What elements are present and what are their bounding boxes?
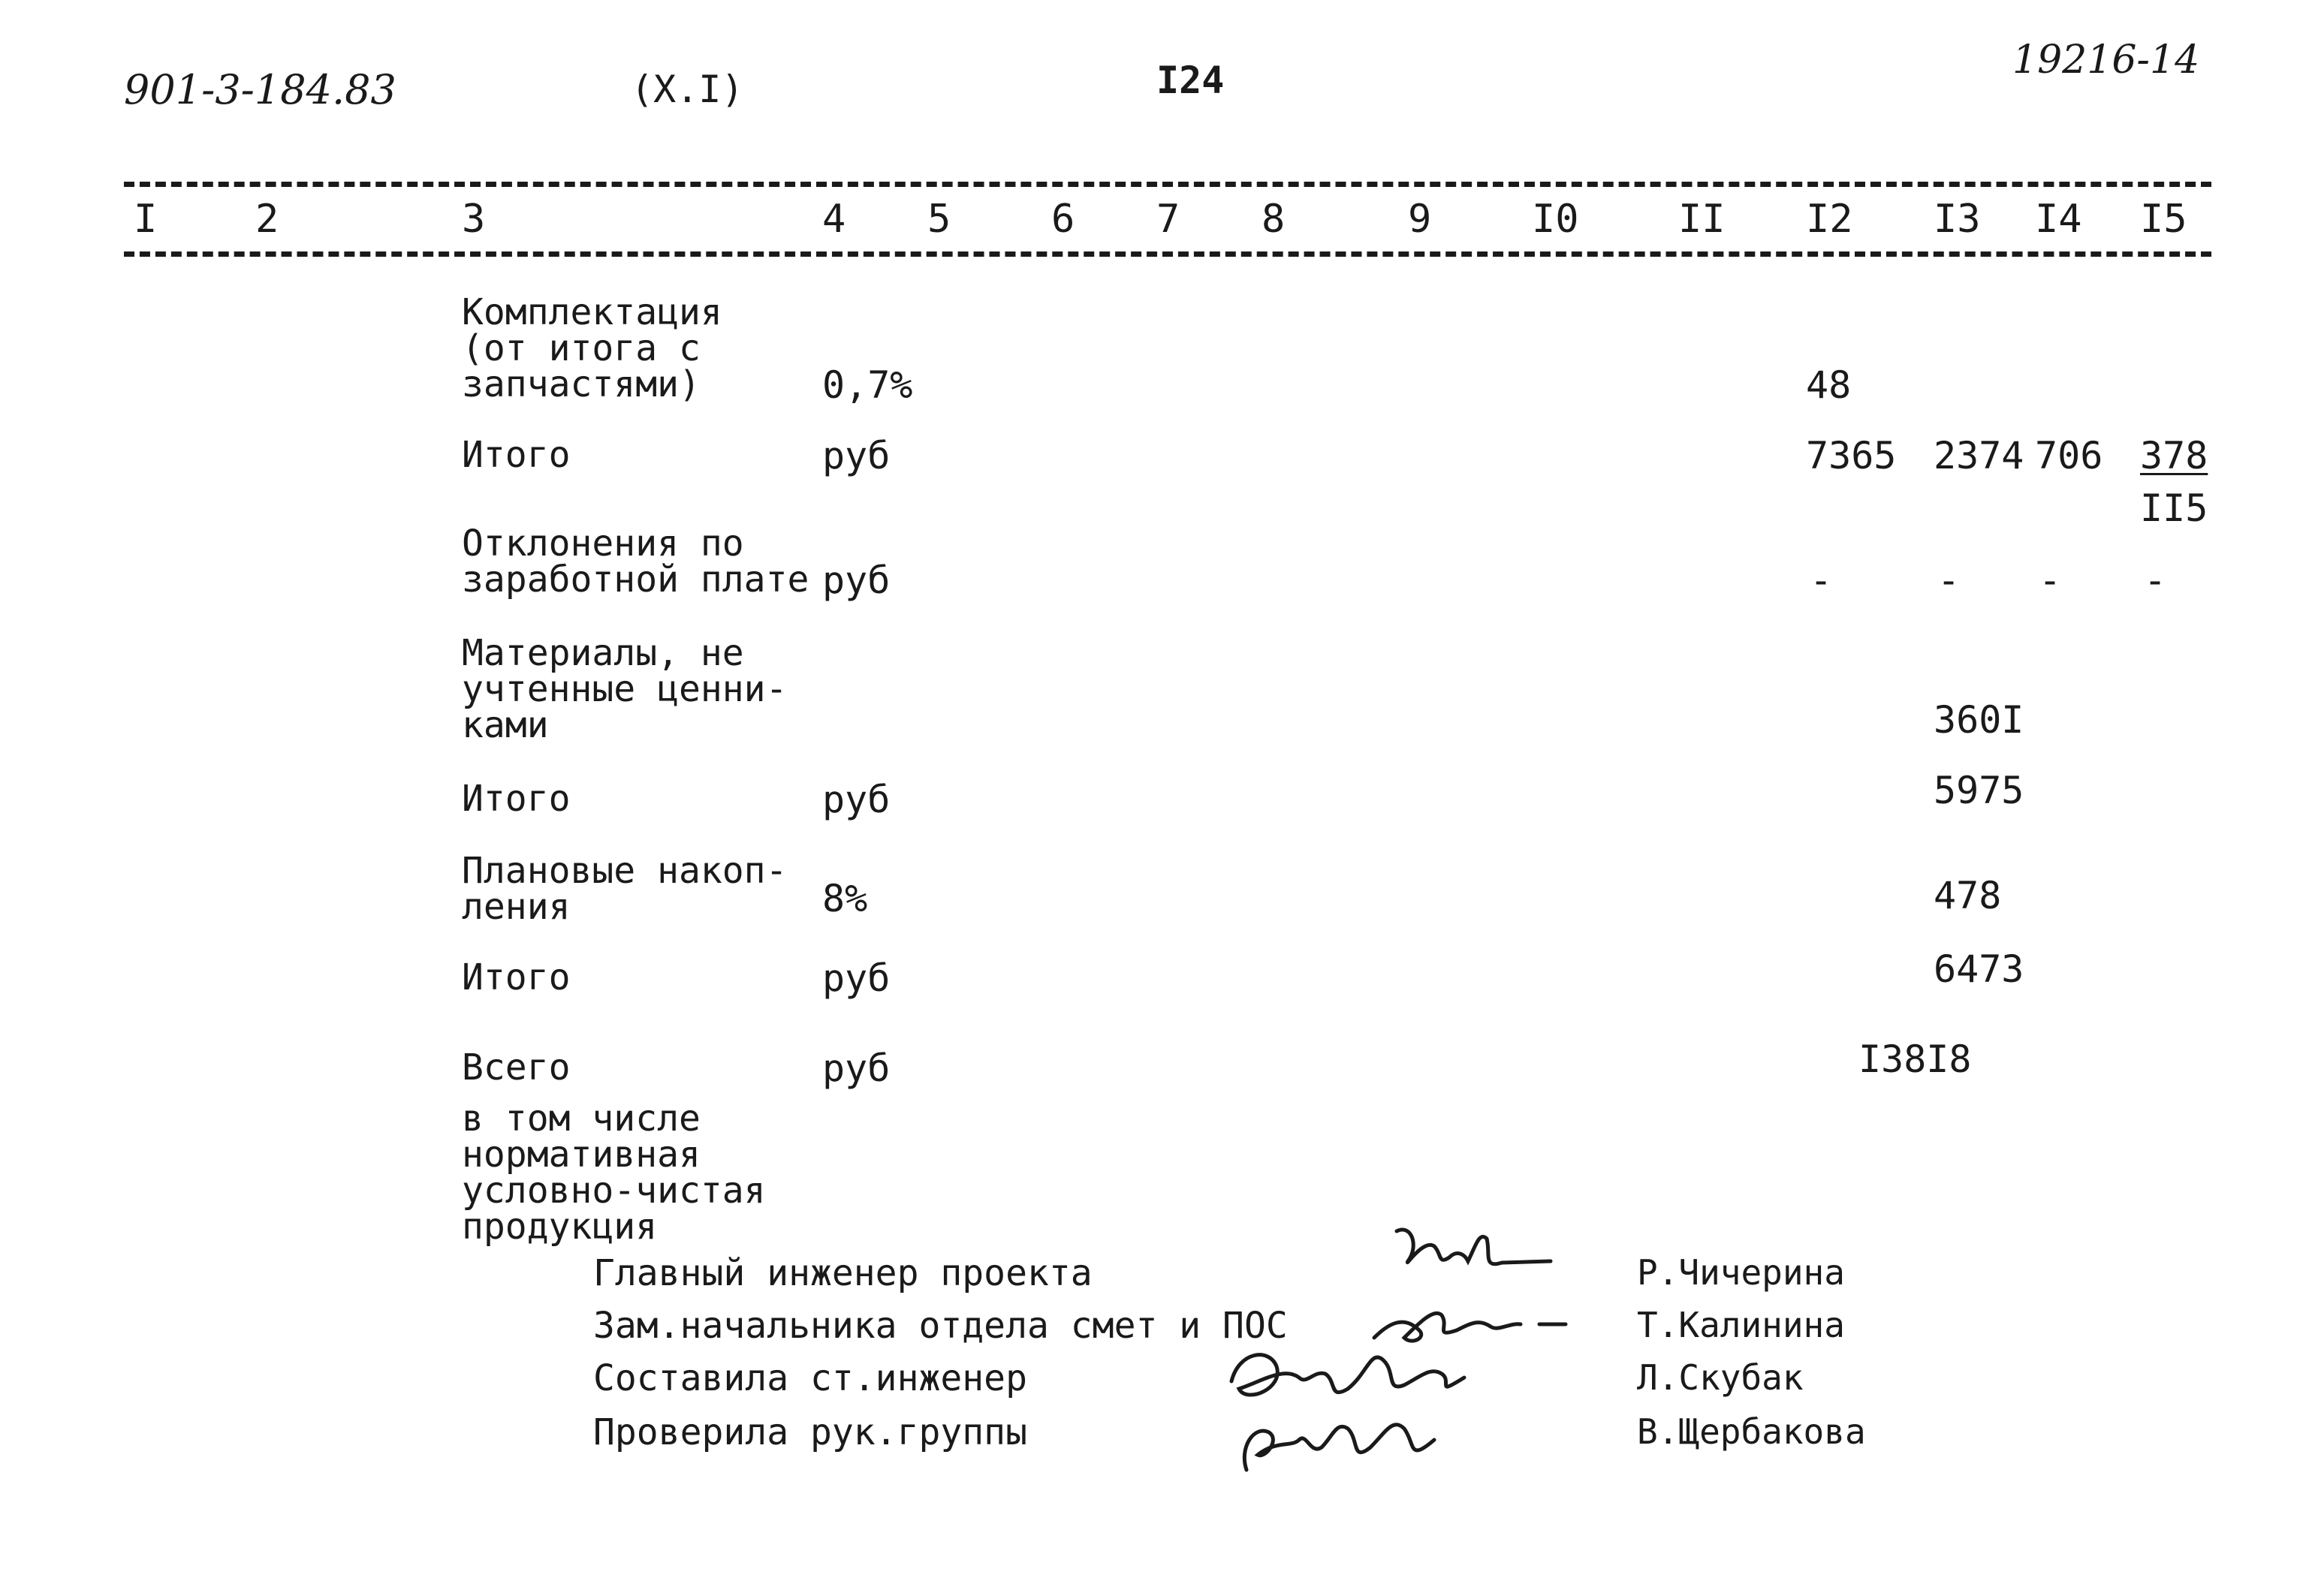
cell-col-12: - bbox=[1810, 559, 1833, 602]
column-number: I0 bbox=[1532, 197, 1579, 242]
cell-col-13: 5975 bbox=[1934, 769, 2024, 812]
row-unit: руб bbox=[822, 956, 891, 1000]
signatory-name: Т.Калинина bbox=[1637, 1305, 1845, 1345]
document-code: 901-3-184.83 bbox=[124, 66, 396, 113]
table-header-bottom-rule bbox=[124, 251, 2211, 257]
cell-col-15: - bbox=[2144, 559, 2167, 602]
cell-col-15-bottom: II5 bbox=[2140, 486, 2208, 530]
signatory-role: Составила ст.инженер bbox=[593, 1357, 1027, 1399]
signatory-name: Р.Чичерина bbox=[1637, 1252, 1845, 1293]
signatory-role: Зам.начальника отдела смет и ПОС bbox=[593, 1305, 1288, 1347]
row-rate: 8% bbox=[822, 877, 868, 920]
row-label: Отклонения по заработной плате bbox=[462, 522, 809, 601]
signatory-name: Л.Скубак bbox=[1637, 1357, 1804, 1398]
cell-col-12: 48 bbox=[1806, 363, 1852, 407]
cell-col-13: 2374 bbox=[1934, 434, 2024, 477]
column-number: I2 bbox=[1806, 197, 1853, 242]
column-number: 5 bbox=[927, 197, 951, 242]
archive-number: 19216-14 bbox=[2012, 38, 2200, 83]
cell-col-13: 360I bbox=[1934, 698, 2024, 742]
column-number: 8 bbox=[1262, 197, 1286, 242]
row-unit: руб bbox=[822, 559, 891, 602]
column-number: 2 bbox=[255, 197, 279, 242]
cell-col-13: 478 bbox=[1934, 874, 2002, 917]
row-label: Итого bbox=[462, 778, 571, 820]
row-rate: 0,7% bbox=[822, 363, 913, 407]
row-unit: руб bbox=[822, 1046, 891, 1090]
signatory-name: В.Щербакова bbox=[1637, 1411, 1866, 1452]
row-label: Материалы, не учтенные ценни- ками bbox=[462, 632, 788, 746]
row-unit: руб bbox=[822, 434, 891, 477]
page-number: I24 bbox=[1156, 59, 1225, 102]
row-label: Итого bbox=[462, 434, 571, 476]
column-number: II bbox=[1678, 197, 1726, 242]
row-label: Всего bbox=[462, 1046, 571, 1089]
row-label: Плановые накоп- ления bbox=[462, 850, 788, 928]
column-number: 7 bbox=[1156, 197, 1180, 242]
row-label: в том числе нормативная условно-чистая продукция bbox=[462, 1098, 766, 1248]
row-label: Итого bbox=[462, 956, 571, 998]
cell-col-15-top: 378 bbox=[2140, 434, 2208, 477]
column-number: I bbox=[134, 197, 158, 242]
signatory-role: Проверила рук.группы bbox=[593, 1411, 1027, 1453]
cell-col-13: - bbox=[1937, 559, 1961, 602]
table-header-top-rule bbox=[124, 182, 2211, 187]
grand-total: I38I8 bbox=[1858, 1037, 1972, 1081]
column-number: 9 bbox=[1408, 197, 1432, 242]
row-unit: руб bbox=[822, 778, 891, 821]
column-number: I5 bbox=[2140, 197, 2187, 242]
handwritten-signature bbox=[1224, 1402, 1464, 1485]
row-label: Комплектация (от итога с запчастями) bbox=[462, 291, 722, 405]
column-number: I4 bbox=[2035, 197, 2082, 242]
cell-col-12: 7365 bbox=[1806, 434, 1897, 477]
section-index: (X.I) bbox=[631, 68, 744, 111]
signatory-role: Главный инженер проекта bbox=[593, 1252, 1093, 1294]
column-number: 4 bbox=[822, 197, 846, 242]
column-number: 3 bbox=[462, 197, 486, 242]
column-number: I3 bbox=[1934, 197, 1981, 242]
cell-col-14: - bbox=[2039, 559, 2062, 602]
cell-col-14: 706 bbox=[2035, 434, 2103, 477]
column-number: 6 bbox=[1051, 197, 1075, 242]
cell-col-13: 6473 bbox=[1934, 947, 2024, 991]
